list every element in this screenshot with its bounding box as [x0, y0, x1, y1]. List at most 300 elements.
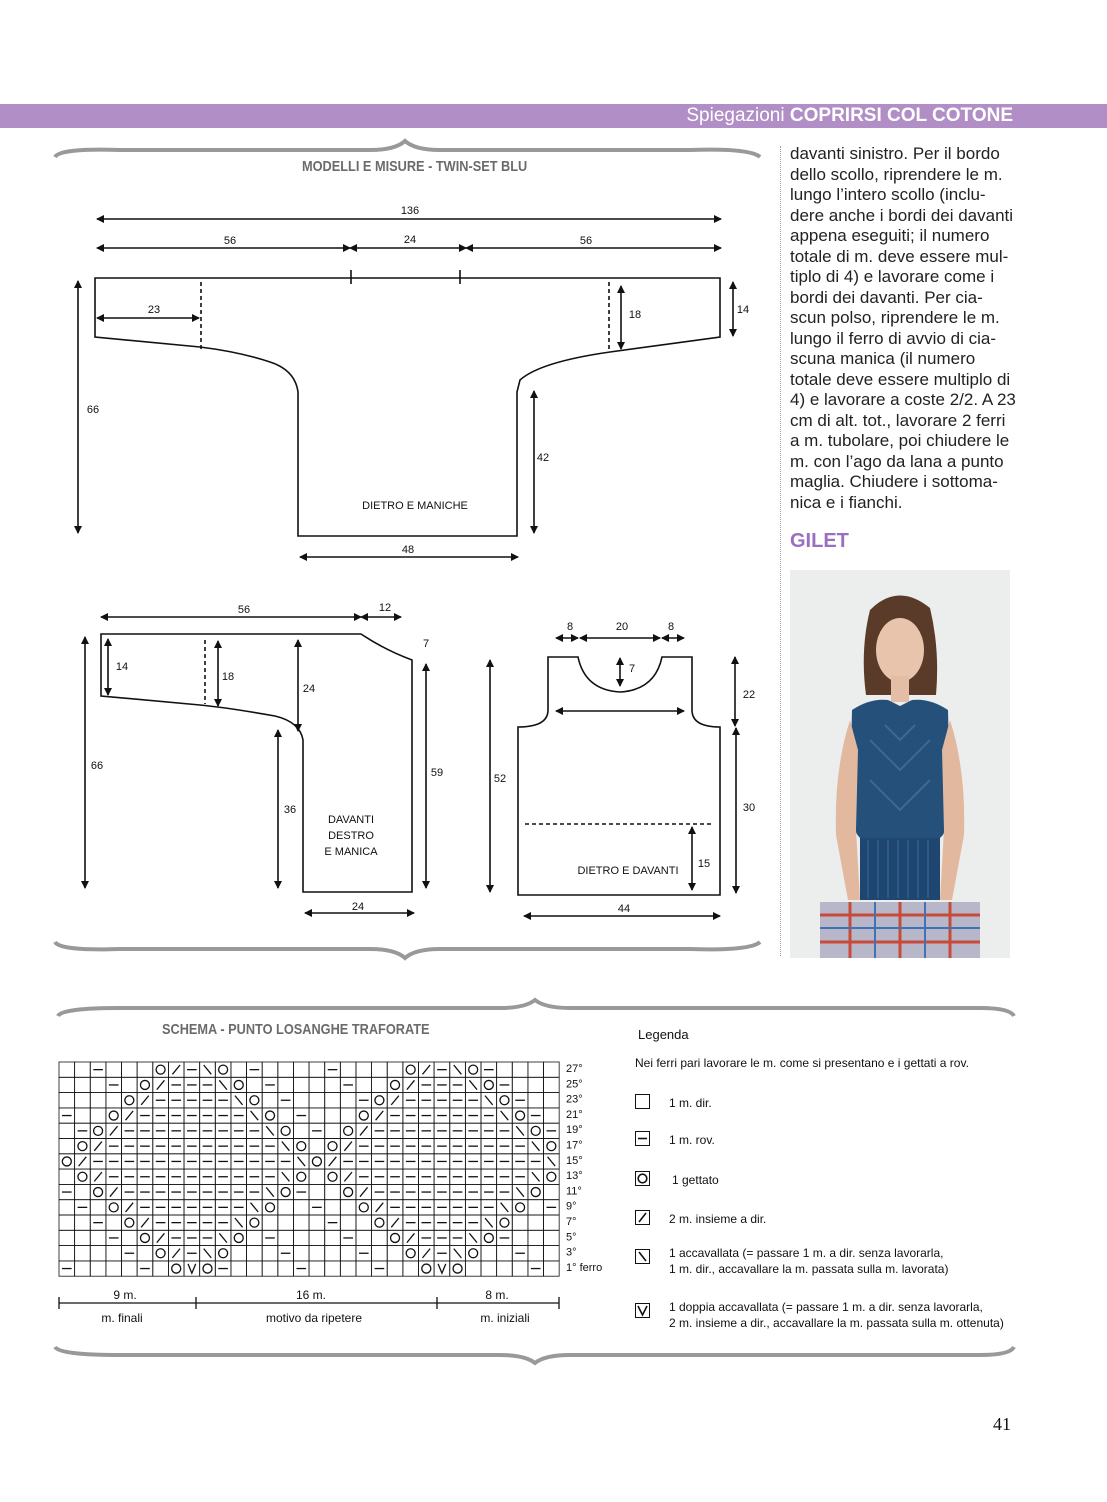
stitch-cell: [247, 1215, 263, 1230]
yarn-over-mark: [500, 1218, 509, 1227]
stitch-cell: [247, 1246, 263, 1261]
dim-back-neck: 24: [403, 234, 417, 246]
dim-back-sleeve-h: 18: [628, 309, 642, 321]
body-text-line: a m. tubolare, poi chiudere le: [790, 431, 1010, 450]
stitch-cell: [75, 1184, 91, 1199]
dim-gilet-body: 30: [742, 802, 756, 814]
stitch-cell: [122, 1215, 138, 1230]
stitch-cell: [497, 1261, 513, 1276]
stitch-cell: [153, 1261, 169, 1276]
yarn-over-mark: [140, 1233, 149, 1242]
stitch-cell: [59, 1246, 75, 1261]
stitch-cell: [372, 1215, 388, 1230]
stitch-cell: [512, 1200, 528, 1215]
page-number: 41: [993, 1414, 1011, 1434]
yarn-over-mark: [109, 1203, 118, 1212]
body-text-line: appena eseguiti; il numero: [790, 226, 990, 245]
stitch-cell: [387, 1230, 403, 1245]
decrease-mark: [532, 1172, 540, 1181]
stitch-cell: [293, 1123, 309, 1138]
stitch-cell: [309, 1169, 325, 1184]
dim-gilet-shoulder1: 8: [566, 621, 574, 633]
stitch-cell: [528, 1184, 544, 1199]
yarn-over-mark: [234, 1233, 243, 1242]
stitch-cell: [372, 1077, 388, 1092]
yarn-over-mark: [453, 1264, 462, 1273]
dim-back-side2: 56: [579, 235, 593, 247]
section-name-initial: m. iniziali: [480, 1311, 530, 1325]
body-text-line: dere anche i bordi dei davanti: [790, 205, 1014, 225]
decrease-mark: [94, 1172, 102, 1181]
yarn-over-mark: [250, 1096, 259, 1105]
stitch-cell: [544, 1261, 560, 1276]
stitch-cell: [512, 1077, 528, 1092]
yarn-over-mark: [391, 1080, 400, 1089]
decrease-mark: [501, 1203, 509, 1212]
stitch-cell: [137, 1230, 153, 1245]
stitch-cell: [75, 1261, 91, 1276]
stitch-cell: [309, 1230, 325, 1245]
gilet-outline: [518, 657, 720, 895]
stitch-cell: [293, 1215, 309, 1230]
decrease-mark: [235, 1218, 243, 1227]
stitch-cell: [247, 1093, 263, 1108]
stitch-cell: [497, 1246, 513, 1261]
stitch-cell: [247, 1077, 263, 1092]
decrease-mark: [141, 1218, 149, 1227]
yarn-over-mark: [250, 1218, 259, 1227]
dim-front-neck-h: 7: [422, 638, 430, 650]
dim-gilet-rib: 15: [697, 858, 711, 870]
stitch-cell: [168, 1261, 184, 1276]
stitch-cell: [122, 1230, 138, 1245]
stitch-cell: [465, 1246, 481, 1261]
yarn-over-mark: [547, 1172, 556, 1181]
body-text-line: totale deve essere multiplo di: [790, 369, 1011, 389]
stitch-cell: [262, 1261, 278, 1276]
decrease-mark: [391, 1096, 399, 1105]
stitch-cell: [325, 1200, 341, 1215]
stitch-cell: [262, 1108, 278, 1123]
body-text-line: lungo l’intero scollo (inclu-: [790, 185, 986, 204]
stitch-cell: [231, 1230, 247, 1245]
decrease-mark: [251, 1111, 259, 1120]
decrease-mark: [219, 1080, 227, 1089]
stitch-cell: [544, 1215, 560, 1230]
decrease-mark: [376, 1111, 384, 1120]
dim-front-neck: 12: [378, 602, 392, 614]
decrease-mark: [454, 1065, 462, 1074]
yarn-over-mark: [297, 1172, 306, 1181]
dim-front-body-h: 59: [430, 767, 444, 779]
stitch-cell: [465, 1261, 481, 1276]
stitch-cell: [278, 1215, 294, 1230]
stitch-cell: [59, 1154, 75, 1169]
yarn-over-mark: [328, 1142, 337, 1151]
stitch-cell: [544, 1093, 560, 1108]
stitch-cell: [356, 1200, 372, 1215]
decrease-mark: [157, 1233, 165, 1242]
stitch-cell: [278, 1184, 294, 1199]
decrease-mark: [235, 1096, 243, 1105]
chart-top-brace: [58, 1000, 1014, 1016]
body-text-line: maglia. Chiudere i sottoma-: [790, 472, 998, 491]
decrease-mark: [266, 1187, 274, 1196]
stitch-cell: [293, 1246, 309, 1261]
stitch-cell: [262, 1062, 278, 1077]
stitch-cell: [465, 1062, 481, 1077]
decrease-mark: [516, 1126, 524, 1135]
stitch-cell: [512, 1215, 528, 1230]
stitch-cell: [356, 1230, 372, 1245]
stitch-cell: [90, 1261, 106, 1276]
stitch-cell: [293, 1077, 309, 1092]
decrease-mark: [344, 1172, 352, 1181]
stitch-cell: [387, 1246, 403, 1261]
column-divider: [780, 146, 781, 956]
body-text-line: scun polso, riprendere le m.: [790, 308, 1000, 327]
row-label: 15°: [566, 1154, 583, 1167]
gilet-label: DIETRO E DAVANTI: [577, 865, 679, 877]
stitch-cell: [309, 1093, 325, 1108]
stitch-cell: [153, 1062, 169, 1077]
yarn-over-mark: [469, 1249, 478, 1258]
chart-title: SCHEMA - PUNTO LOSANGHE TRAFORATE: [162, 1021, 430, 1038]
yarn-over-mark: [547, 1142, 556, 1151]
body-text-line: scuna manica (il numero: [790, 349, 976, 368]
stitch-cell: [106, 1261, 122, 1276]
stitch-cell: [528, 1200, 544, 1215]
stitch-cell: [325, 1108, 341, 1123]
schematic-panel: [0, 0, 780, 980]
body-text: [790, 144, 1016, 513]
stitch-cell: [356, 1261, 372, 1276]
stitch-cell: [59, 1200, 75, 1215]
yarn-over-mark: [359, 1111, 368, 1120]
stitch-cell: [293, 1139, 309, 1154]
yarn-over-mark: [219, 1065, 228, 1074]
stitch-cell: [59, 1169, 75, 1184]
stitch-cell: [340, 1123, 356, 1138]
row-label: 27°: [566, 1063, 583, 1075]
decrease-mark: [376, 1203, 384, 1212]
stitch-cell: [325, 1246, 341, 1261]
stitch-cell: [231, 1062, 247, 1077]
dim-back-total: 136: [400, 205, 420, 217]
stitch-cell: [90, 1077, 106, 1092]
stitch-cell: [122, 1261, 138, 1276]
row-label: 1° ferro: [566, 1261, 603, 1274]
front-label-3: E MANICA: [324, 846, 378, 858]
stitch-cell: [293, 1200, 309, 1215]
stitch-cell: [278, 1108, 294, 1123]
double-decrease-mark: [188, 1264, 196, 1273]
stitch-cell: [356, 1215, 372, 1230]
body-text-line: davanti sinistro. Per il bordo: [790, 144, 1000, 163]
stitch-cell: [262, 1200, 278, 1215]
double-decrease-mark: [438, 1264, 446, 1273]
body-text-line: m. con l’ago da lana a punto: [790, 451, 1004, 471]
stitch-cell: [528, 1123, 544, 1138]
stitch-cell: [309, 1062, 325, 1077]
yarn-over-mark: [312, 1157, 321, 1166]
model-photo: [790, 570, 1010, 958]
yarn-over-mark: [78, 1142, 87, 1151]
yarn-over-mark: [281, 1126, 290, 1135]
dim-gilet-armhole: 22: [742, 689, 756, 701]
row-label: 3°: [566, 1246, 577, 1259]
body-text-line: 4) e lavorare a coste 2/2. A 23: [790, 390, 1016, 409]
yarn-over-mark: [531, 1126, 540, 1135]
stitch-cell: [90, 1184, 106, 1199]
yarn-over-mark: [328, 1172, 337, 1181]
stitch-cell: [137, 1077, 153, 1092]
dim-gilet-bottom: 44: [617, 903, 631, 915]
yarn-over-mark: [344, 1188, 353, 1197]
decrease-mark: [126, 1111, 134, 1120]
dim-back-cuff-h: 14: [736, 304, 750, 316]
section-count-final: 9 m.: [113, 1288, 137, 1302]
section-name-final: m. finali: [101, 1311, 143, 1325]
yarn-over-mark: [406, 1065, 415, 1074]
stitch-cell: [293, 1062, 309, 1077]
stitch-cell: [309, 1215, 325, 1230]
stitch-cell: [122, 1062, 138, 1077]
stitch-cell: [497, 1062, 513, 1077]
stitch-cell: [403, 1062, 419, 1077]
stitch-cell: [75, 1169, 91, 1184]
legend-title: Legenda: [638, 1027, 689, 1042]
yarn-over-mark: [94, 1126, 103, 1135]
dim-gilet-height: 52: [493, 773, 507, 785]
yarn-over-mark: [125, 1096, 134, 1105]
yarn-over-mark: [94, 1188, 103, 1197]
stitch-cell: [544, 1246, 560, 1261]
decrease-mark: [110, 1187, 118, 1196]
stitch-cell: [75, 1077, 91, 1092]
legend-label: 2 m. insieme a dir., accavallare la m. passata sulla m. ottenuta): [669, 1316, 1004, 1330]
dim-front-height: 66: [90, 760, 104, 772]
stitch-cell: [512, 1108, 528, 1123]
stitch-cell: [387, 1261, 403, 1276]
dim-front-cuff-h: 14: [115, 661, 129, 673]
stitch-cell: [544, 1062, 560, 1077]
stitch-cell: [75, 1230, 91, 1245]
row-label: 11°: [566, 1185, 582, 1198]
decrease-mark: [126, 1203, 134, 1212]
stitch-cell: [356, 1062, 372, 1077]
yarn-over-mark: [125, 1218, 134, 1227]
dim-back-bottom: 48: [401, 544, 415, 556]
stitch-cell: [231, 1246, 247, 1261]
stitch-cell: [340, 1184, 356, 1199]
stitch-cell: [90, 1123, 106, 1138]
body-text-line: bordi dei davanti. Per cia-: [790, 287, 983, 307]
stitch-cell: [403, 1246, 419, 1261]
decrease-mark: [516, 1187, 524, 1196]
decrease-mark: [204, 1065, 212, 1074]
yarn-over-mark: [156, 1065, 165, 1074]
stitch-cell: [262, 1215, 278, 1230]
legend-label: 1 accavallata (= passare 1 m. a dir. senza lavorarla,: [669, 1246, 944, 1260]
stitch-cell: [544, 1184, 560, 1199]
stitch-cell: [90, 1230, 106, 1245]
stitch-cell: [340, 1261, 356, 1276]
stitch-cell: [106, 1108, 122, 1123]
stitch-cell: [481, 1246, 497, 1261]
stitch-cell: [481, 1261, 497, 1276]
yarn-over-mark: [531, 1188, 540, 1197]
stitch-cell: [59, 1230, 75, 1245]
dim-front-bottom: 24: [351, 901, 365, 913]
row-label: 23°: [566, 1093, 583, 1106]
dim-front-width: 56: [237, 604, 251, 616]
stitch-cell: [325, 1093, 341, 1108]
decrease-mark: [469, 1080, 477, 1089]
row-label: 7°: [566, 1216, 577, 1228]
stitch-cell: [309, 1246, 325, 1261]
stitch-cell: [528, 1093, 544, 1108]
yarn-over-mark: [62, 1157, 71, 1166]
stitch-cell: [90, 1108, 106, 1123]
decrease-mark: [141, 1096, 149, 1105]
yarn-over-mark: [484, 1233, 493, 1242]
stitch-cell: [309, 1108, 325, 1123]
stitch-cell: [262, 1246, 278, 1261]
stitch-cell: [215, 1246, 231, 1261]
legend-note: Nei ferri pari lavorare le m. come si presentano e i gettati a rov.: [635, 1056, 969, 1070]
yarn-over-mark: [156, 1249, 165, 1258]
section-count-repeat: 16 m.: [295, 1288, 327, 1302]
dim-back-body-h: 42: [536, 452, 550, 464]
stitch-cell: [356, 1108, 372, 1123]
stitch-cell: [325, 1139, 341, 1154]
yarn-over-mark: [140, 1080, 149, 1089]
dim-back-cuff: 23: [147, 304, 161, 316]
stitch-cell: [59, 1123, 75, 1138]
stitch-cell: [309, 1139, 325, 1154]
backslash-square-icon: [635, 1249, 650, 1264]
legend-label: 1 m. dir., accavallare la m. passata sulla m. lavorata): [669, 1262, 949, 1276]
stitch-cell: [309, 1154, 325, 1169]
stitch-cell: [215, 1062, 231, 1077]
decrease-mark: [266, 1126, 274, 1135]
decrease-mark: [110, 1126, 118, 1135]
stitch-cell: [325, 1077, 341, 1092]
decrease-mark: [391, 1218, 399, 1227]
stitch-cell: [340, 1200, 356, 1215]
legend-label: 2 m. insieme a dir.: [669, 1212, 767, 1226]
decrease-mark: [297, 1157, 305, 1166]
yarn-over-mark: [391, 1233, 400, 1242]
stitch-cell: [106, 1246, 122, 1261]
stitch-cell: [200, 1261, 216, 1276]
stitch-cell: [59, 1139, 75, 1154]
decrease-mark: [532, 1142, 540, 1151]
back-label: DIETRO E MANICHE: [362, 500, 468, 512]
stitch-cell: [528, 1230, 544, 1245]
stitch-cell: [544, 1139, 560, 1154]
empty-square-icon: [635, 1094, 650, 1109]
stitch-cell: [309, 1077, 325, 1092]
row-label: 13°: [566, 1170, 583, 1183]
decrease-mark: [407, 1233, 415, 1242]
row-label: 5°: [566, 1231, 577, 1244]
stitch-cell: [262, 1093, 278, 1108]
yarn-over-mark: [484, 1080, 493, 1089]
stitch-cell: [372, 1093, 388, 1108]
stitch-cell: [372, 1230, 388, 1245]
stitch-cell: [75, 1246, 91, 1261]
stitch-cell: [544, 1108, 560, 1123]
yarn-over-mark: [500, 1096, 509, 1105]
decrease-mark: [172, 1065, 180, 1074]
stitch-cell: [450, 1261, 466, 1276]
legend-label: 1 gettato: [672, 1173, 719, 1187]
stitch-cell: [544, 1230, 560, 1245]
stitch-cell: [106, 1093, 122, 1108]
chart-bottom-brace: [55, 1347, 1014, 1363]
stitch-cell: [247, 1261, 263, 1276]
stitch-grid: [59, 1062, 559, 1276]
body-text-line: dello scollo, riprendere le m.: [790, 164, 1003, 184]
bottom-brace: [55, 942, 760, 958]
stitch-cell: [418, 1261, 434, 1276]
stitch-cell: [356, 1077, 372, 1092]
stitch-cell: [325, 1123, 341, 1138]
stitch-cell: [497, 1215, 513, 1230]
stitch-cell: [325, 1169, 341, 1184]
decrease-mark: [329, 1157, 337, 1166]
stitch-cell: [75, 1093, 91, 1108]
v-square-icon: [635, 1303, 650, 1318]
slash-square-icon: [635, 1210, 650, 1225]
stitch-cell: [122, 1093, 138, 1108]
decrease-mark: [172, 1249, 180, 1258]
stitch-cell: [293, 1093, 309, 1108]
stitch-cell: [278, 1123, 294, 1138]
decrease-mark: [282, 1142, 290, 1151]
dash-square-icon: [635, 1131, 650, 1146]
decrease-mark: [485, 1096, 493, 1105]
stitch-cell: [231, 1077, 247, 1092]
decrease-mark: [157, 1080, 165, 1089]
stitch-cell: [106, 1200, 122, 1215]
yarn-over-mark: [375, 1218, 384, 1227]
yarn-over-mark: [516, 1111, 525, 1120]
stitch-cell: [231, 1261, 247, 1276]
stitch-cell: [544, 1077, 560, 1092]
stitch-cell: [340, 1062, 356, 1077]
stitch-cell: [512, 1062, 528, 1077]
circle-square-icon: [635, 1171, 650, 1186]
decrease-mark: [360, 1126, 368, 1135]
stitch-cell: [403, 1261, 419, 1276]
yarn-over-mark: [516, 1203, 525, 1212]
stitch-cell: [293, 1169, 309, 1184]
decrease-mark: [548, 1157, 556, 1166]
row-label: 17°: [566, 1139, 583, 1152]
stitch-cell: [325, 1230, 341, 1245]
decrease-mark: [204, 1249, 212, 1258]
stitch-cell: [278, 1230, 294, 1245]
stitch-cell: [106, 1062, 122, 1077]
dim-back-height: 66: [86, 404, 100, 416]
stitch-cell: [59, 1215, 75, 1230]
stitch-cell: [340, 1093, 356, 1108]
decrease-mark: [79, 1157, 87, 1166]
stitch-cell: [75, 1108, 91, 1123]
